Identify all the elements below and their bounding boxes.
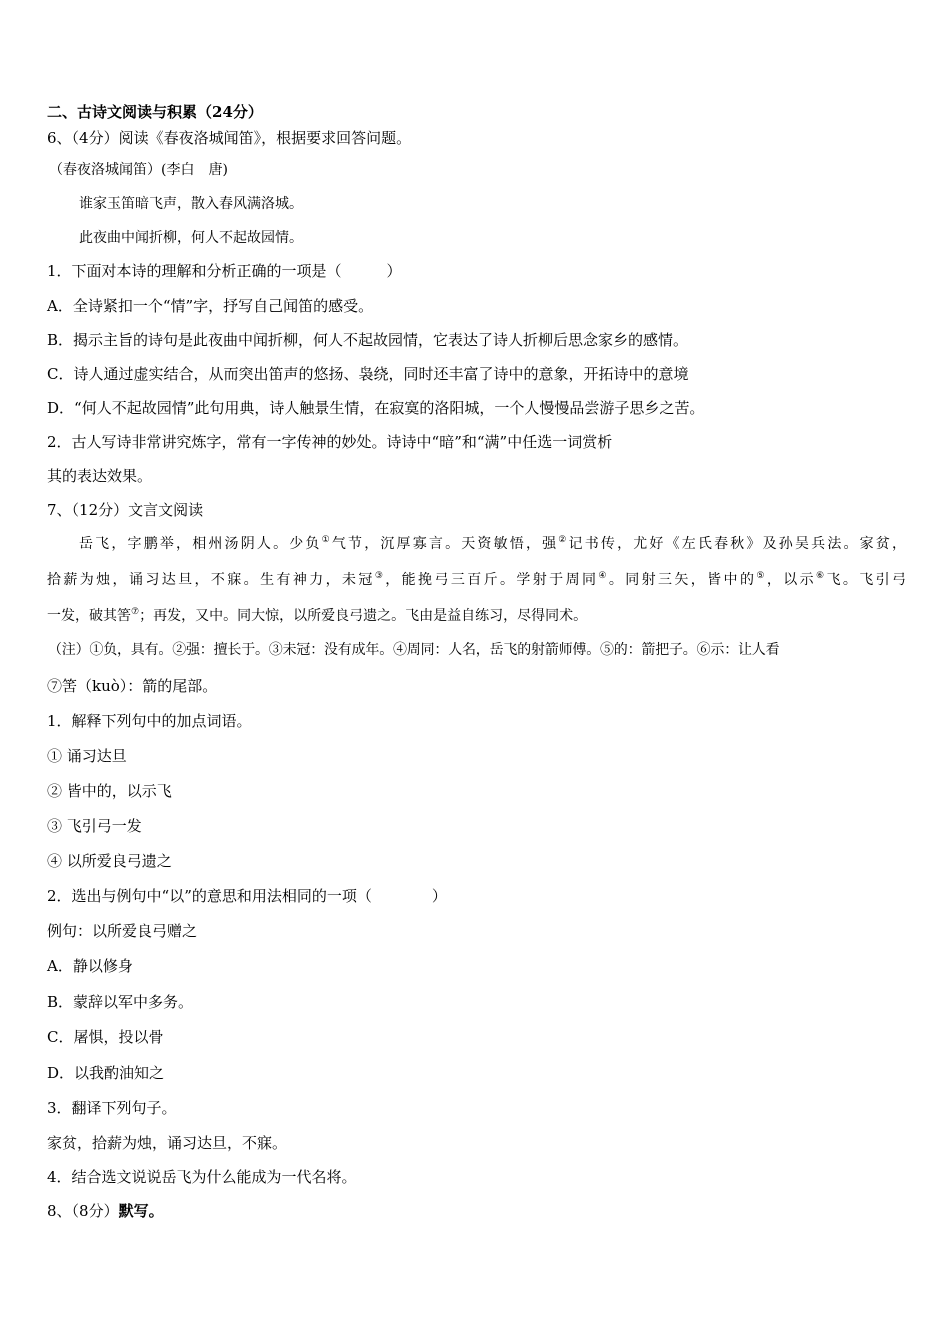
q7-passage-line-1 — [79, 534, 906, 554]
q7-passage-line-2 — [47, 570, 906, 590]
q6-poem-line-2: 此夜曲中闻折柳，何人不起故园情。 — [79, 230, 303, 246]
q6-intro: 6、（4分）阅读《春夜洛城闻笛》，根据要求回答问题。 — [47, 129, 412, 147]
passage-text: 。同射三矢，皆中的 — [608, 572, 757, 588]
q7-option-a: A．静以修身 — [47, 957, 133, 975]
q7-sub1-item-1: ① 诵习达旦 — [47, 747, 127, 765]
passage-text: ；再发，又中。同大惊，以所爱良弓遗之。飞由是益自练习，尽得同术。 — [139, 608, 588, 624]
section-title: 二、古诗文阅读与积累（24分） — [47, 103, 263, 121]
q6-poem-line-1: 谁家玉笛暗飞声，散入春风满洛城。 — [79, 196, 303, 212]
q7-sub1-item-4: ④ 以所爱良弓遗之 — [47, 852, 172, 870]
q6-option-c: C．诗人通过虚实结合，从而突出笛声的悠扬、袅绕，同时还丰富了诗中的意象，开拓诗中的意境 — [47, 365, 689, 383]
q6-sub2-line-2: 其的表达效果。 — [47, 467, 153, 485]
q6-option-d: D．“何人不起故园情”此句用典，诗人触景生情，在寂寞的洛阳城，一个人慢慢品尝游子思乡之苦。 — [47, 399, 705, 417]
q6-poem-title: （春夜洛城闻笛）(李白 唐) — [49, 162, 228, 178]
q8-intro: 8、（8分） — [47, 1202, 119, 1220]
q7-sub2: 2．选出与例句中“以”的意思和用法相同的一项（ ） — [47, 887, 447, 905]
q7-sub1-item-2: ② 皆中的，以示飞 — [47, 782, 172, 800]
q7-intro: 7、（12分）文言文阅读 — [47, 501, 204, 519]
passage-text: ，能挽弓三百斤。学射于周同 — [385, 572, 599, 588]
passage-text: 气节，沉厚寡言。天资敏悟，强 — [331, 536, 559, 552]
q7-option-d: D．以我酌油知之 — [47, 1064, 165, 1082]
q7-sub4: 4．结合选文说说岳飞为什么能成为一代名将。 — [47, 1168, 357, 1186]
passage-text: 一发，破其筈 — [47, 608, 131, 624]
q7-passage-line-3 — [47, 606, 910, 626]
q7-option-b: B．蒙辞以军中多务。 — [47, 993, 194, 1011]
note-marker: ⑤ — [756, 571, 767, 581]
q8-bold-label: 默写。 — [118, 1202, 164, 1220]
q7-option-c: C．屠惧，投以骨 — [47, 1028, 164, 1046]
q7-sub1: 1．解释下列句中的加点词语。 — [47, 712, 252, 730]
note-marker: ⑦ — [131, 607, 140, 617]
passage-text: 飞。飞引弓 — [826, 572, 907, 588]
passage-text: 岳飞，字鹏举，相州汤阴人。少负 — [79, 536, 322, 552]
q6-option-b: B．揭示主旨的诗句是此夜曲中闻折柳，何人不起故园情，它表达了诗人折柳后思念家乡的感情。 — [47, 331, 689, 349]
passage-text: 记书传，尤好《左氏春秋》及孙吴兵法。家贫， — [568, 536, 907, 552]
passage-text: ，以示 — [766, 572, 816, 588]
q7-sub1-item-3: ③ 飞引弓一发 — [47, 817, 142, 835]
q7-sub3: 3．翻译下列句子。 — [47, 1099, 177, 1117]
note-marker: ③ — [374, 571, 386, 581]
note-marker: ① — [321, 535, 332, 545]
q6-option-a: A．全诗紧扣一个“情”字，抒写自己闻笛的感受。 — [47, 297, 374, 315]
q7-notes-line-2: ⑦筈（kuò）：箭的尾部。 — [47, 677, 218, 695]
q7-example: 例句：以所爱良弓赠之 — [47, 922, 198, 940]
q6-sub1: 1．下面对本诗的理解和分析正确的一项是（ ） — [47, 262, 402, 280]
note-marker: ⑥ — [815, 571, 827, 581]
q6-sub2-line-1: 2．古人写诗非常讲究炼字，常有一字传神的妙处。诗诗中“暗”和“满”中任选一词赏析 — [47, 433, 613, 451]
note-marker: ④ — [598, 571, 609, 581]
q7-sub3-text: 家贫，拾薪为烛，诵习达旦，不寐。 — [47, 1134, 288, 1152]
q7-notes-line-1: （注）①负，具有。②强：擅长于。③未冠：没有成年。④周同：人名，岳飞的射箭师傅。⑤的：箭把子。⑥示：让人看 — [48, 642, 780, 658]
note-marker: ② — [558, 535, 569, 545]
passage-text: 拾薪为烛，诵习达旦，不寐。生有神力，未冠 — [47, 572, 375, 588]
q8-heading — [47, 1201, 910, 1221]
